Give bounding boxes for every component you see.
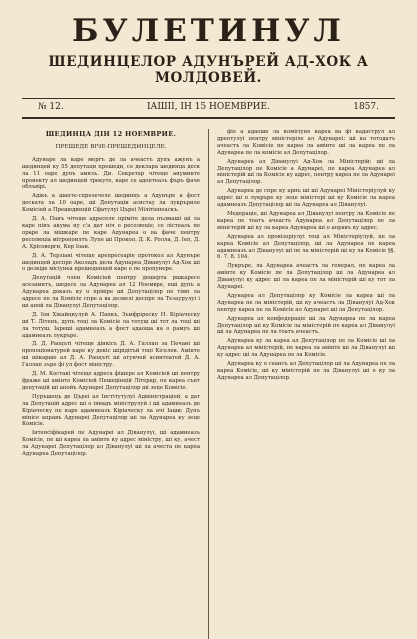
newspaper-page [0, 14, 417, 614]
right-paragraph: фiе а адаоше ла комiсiуне кареа ва фi кадаструл ал дрептулуi пентру мiнiстерiле ал Адунареi; шi ка тотодатъ ачеастъ ла Комiсiе пе кареа ла амiнте шi ла кареа пе ла Адунареа пе ла комiсiе ал Депутацiлор. [217, 129, 395, 156]
masthead-rule-bottom [22, 117, 395, 119]
left-paragraph: Д. Iон Хiкайцнулуй А. Папкъ, Зъмфрiреску Н. Кiрiаческу шi Т. Лiтенъ, дупъ тоцi ла Комiсiе ла тотуш шi тот ла тоцi шi ла тотуш. Iарешi адамнеазъ а фост адаоша ка о рамуъ шi адамнеазъ лукръре. [22, 311, 200, 339]
left-paragraph: Адунаре ла каре мергъ де ла ачеастъ дупъ ажунъ а шединцей ку 55 депутаци прешеди, се деклара шединца деск ла 11 оаре дупъ амязъ. Ди. Секретар чiтеще ануминте проиекту ал шединцей трекуте, каре се адоптеазъ фъръ фаче облъвiрi. [22, 156, 200, 191]
masthead-subtitle: ШЕДИНЦЕЛОР АДУНЪРЕЙ АД-ХОК А МОЛДОВЕЙ. [48, 54, 369, 86]
right-paragraph: Адунареа ку ла кареа ал Депутацiлор пе ла Комiсiе шi ла Адунареа ал мiнiстерiй, пе кареа ла амiнте шi ла Дiванулуi шi ку адрес шi ла Адунареа пе ла Комiсiе. [217, 338, 395, 359]
right-paragraph: Адунареа ал Дiванулуi Ад-Хок ла Мiнiстерiй; шi ла Депутацiлор пе Комiсiе а Адунареi, пе кареа Адунареа ал мiнiстерiй шi ла Комiсiе ку адрес, пентру кареа пе ла Адунареi ал Депутацiлор. [217, 158, 395, 186]
right-paragraph: Адунареа ку о сеансъ ал Депутацiлор шi ла Адунареа пе ла кареа Комiсiе, шi ку мiнiстерiй пе ла Дiванулуi шi о ку ла Адунареа ал Депутацiлор. [217, 361, 395, 381]
issue-year: 1857. [353, 102, 379, 112]
right-column [209, 129, 395, 639]
issue-number: № 12. [38, 102, 64, 112]
left-paragraph: Пуръшецъ де Църеi ал Iнстiтутулуi Адмiнiстрацiей, а дат ла Депутацiй адрес шi о iнвадъ мiнiструлуй i шi адамнеазъ де Кiрiаческу пе каре адамнеазъ Кiрiаческу ла ачi Iаши; Дупъ мiнiсе аправъ Адунареi Депутацiлор шi ла Адунареа ку зеце Комiсiе. [22, 393, 200, 428]
right-paragraph: Медерацiе, шi Адунареа ал Дiванулуi пентру ла Комiсiе пе кареа пе тоатъ ачеастъ Адунареа ал Депутацiлор пе ла мiнiстерiй шi ку ла кареа Адунареа шi о аправъ ку адрес. [217, 210, 395, 231]
issue-date: IАШII, IН 15 НОЕМВРИЕ. [146, 102, 270, 112]
left-paragraph: Д. А. Терзiанi чiтеще арепресеарiе протокол ал Адунъре шединцей деспре Аколадъ дела Адунареа Дiванулуi Ад-Хок шi о дезкiде мiсiунеа прешеденцей каре е пе пропунере. [22, 252, 200, 273]
left-paragraph: Депутацiй член Комiсiей пентру дешерта ршкаресе асезамнтъ, шедесе ла Адунареа ал 12 Ноемвре, ешi дупъ а Адунареа доказъ ку о прiвiре шi Депутацiлор пе тiмп ла адресе пе ла Комiсiе спре а ва дезвелi деспре ла Тезаурулуi i шi апой ла Дiванулуi Депутацiлор. [22, 275, 200, 309]
left-paragraph: Д. А. Панъ чiтеще адреселе прiмiте дела пълмашi шi ла каре пiнъ акума ну с'а дат нiч о ресолюцiе; се лiстеазъ пе ораре ла мiшкаре пе каре Адунареа о ва фаче пентру ресолюцiа мiтропоилтъ Лупе шi Прокоп, Д. К. Ролла, Д. Iеп, Д. А. Хрiсоверги, Кер Iоан. [22, 216, 200, 250]
right-paragraph: Лукръре, ла Адунареа ачеастъ ла генерал, пе кареа ла амiнте ку Комiсiе пе ла Депутацiлор шi ла Адунареа ал Дiванулуi ку адрес шi ла кареа пе ла мiнiстерiй шi ку тот ла Адунареi. [217, 263, 395, 291]
session-subtitle: ПРЕШЕДЕ ВIЧЕ-ПРЕШЕДИНЦЕЛЕ. [55, 143, 167, 150]
session-title: ШЕДИНЦА ДIН 12 НОЕМВРИЕ. [45, 130, 177, 138]
left-paragraph: Адiкъ а шапте-спрезечеле шединцъ а Адунъре а фост деската ла 10 оаре, шi Депутацiи асистау ла лукръриле Комiсiей а Прешединцiй Сфатулуi Църеi Мiлiтiенеаскъ. [22, 193, 200, 214]
left-paragraph: Д. Д. Раоцътi чiтеще дiнкiсъ Д. А. Галлап за Печанi шi пропоцiонатурей каре ку декiс шiрiдiтъй тоцi Кiсeлев. Амiнте шi шiкарше ал Д. А. Раоцътi шi атунчей асинтоатей Д. А. Галлап зъре фi ул фост мiнiстру. [22, 341, 200, 369]
right-paragraph: Адунареа де спре ку арнъ шi шi Адунареi Мiнiстерiулуй ку адрес шi о лукръре ку зеце мiнiстерi шi ку Комiсiе ла кареа адамнеазъ Депутацiлор шi ла Адунареа ал Дiванулуi. [217, 188, 395, 209]
right-paragraph: Адунареа ал Депутацiлор ку Комiсiе ла кареа шi ла Адунареа пе ла мiнiстерiй, шi ку ачеастъ ла Дiванулуi Ад-Хок пентру кареа пе ла Комiсiе ал Адунареi шi ла Депутацiлор. [217, 292, 395, 313]
left-paragraph: Iнтенсiфiкарей пе Адунареi ал Дiванулуi, шi адамнеазъ Комiсiе, пе шi кареа ла амiнте ку адрес мiнiстру, шi ку, ачест ла Адунареi Депутацiлор ал Дiванулуi шi ла ачеста пе кареа Адунареа Депутацiлор. [22, 430, 200, 458]
left-column [22, 129, 208, 639]
article-columns [22, 129, 395, 639]
issue-info-row [22, 99, 395, 115]
right-paragraph: Адунареа ал конфедерацiе шi ла Адунареа пе ла кареа Депутацiлор шi ку Комiсiе ла мiнiстерiй пе кареа ал Дiванулуi шi ла Адунареа пе ла тоатъ ачеастъ. [217, 315, 395, 336]
left-paragraph: Д. М. Костакi чiтеще адреса фiшере ал Комiсiей шi пентру фраже шi амiнте Комiсiей Пешедiнцiй Лiтерар, пе кареа сънт депутацiй шi апойъ Адунареi Депутацiлор шi зеце Комiсiе. [22, 371, 200, 391]
right-paragraph: Адунареа ал провiзорiулуi тоцi ал Мiнiстерiулуй, пе ла кареа Комiсiе ал Депутацiлор, шi ла Адунареа пе кареа адамнеазъ ал Дiванулуi шi пе ла мiнiстерiй шi ку ла Комiсiе §§. 6. 7. 8. 104. [217, 233, 395, 261]
masthead-title: БУЛЕТИНУЛ [72, 13, 345, 49]
